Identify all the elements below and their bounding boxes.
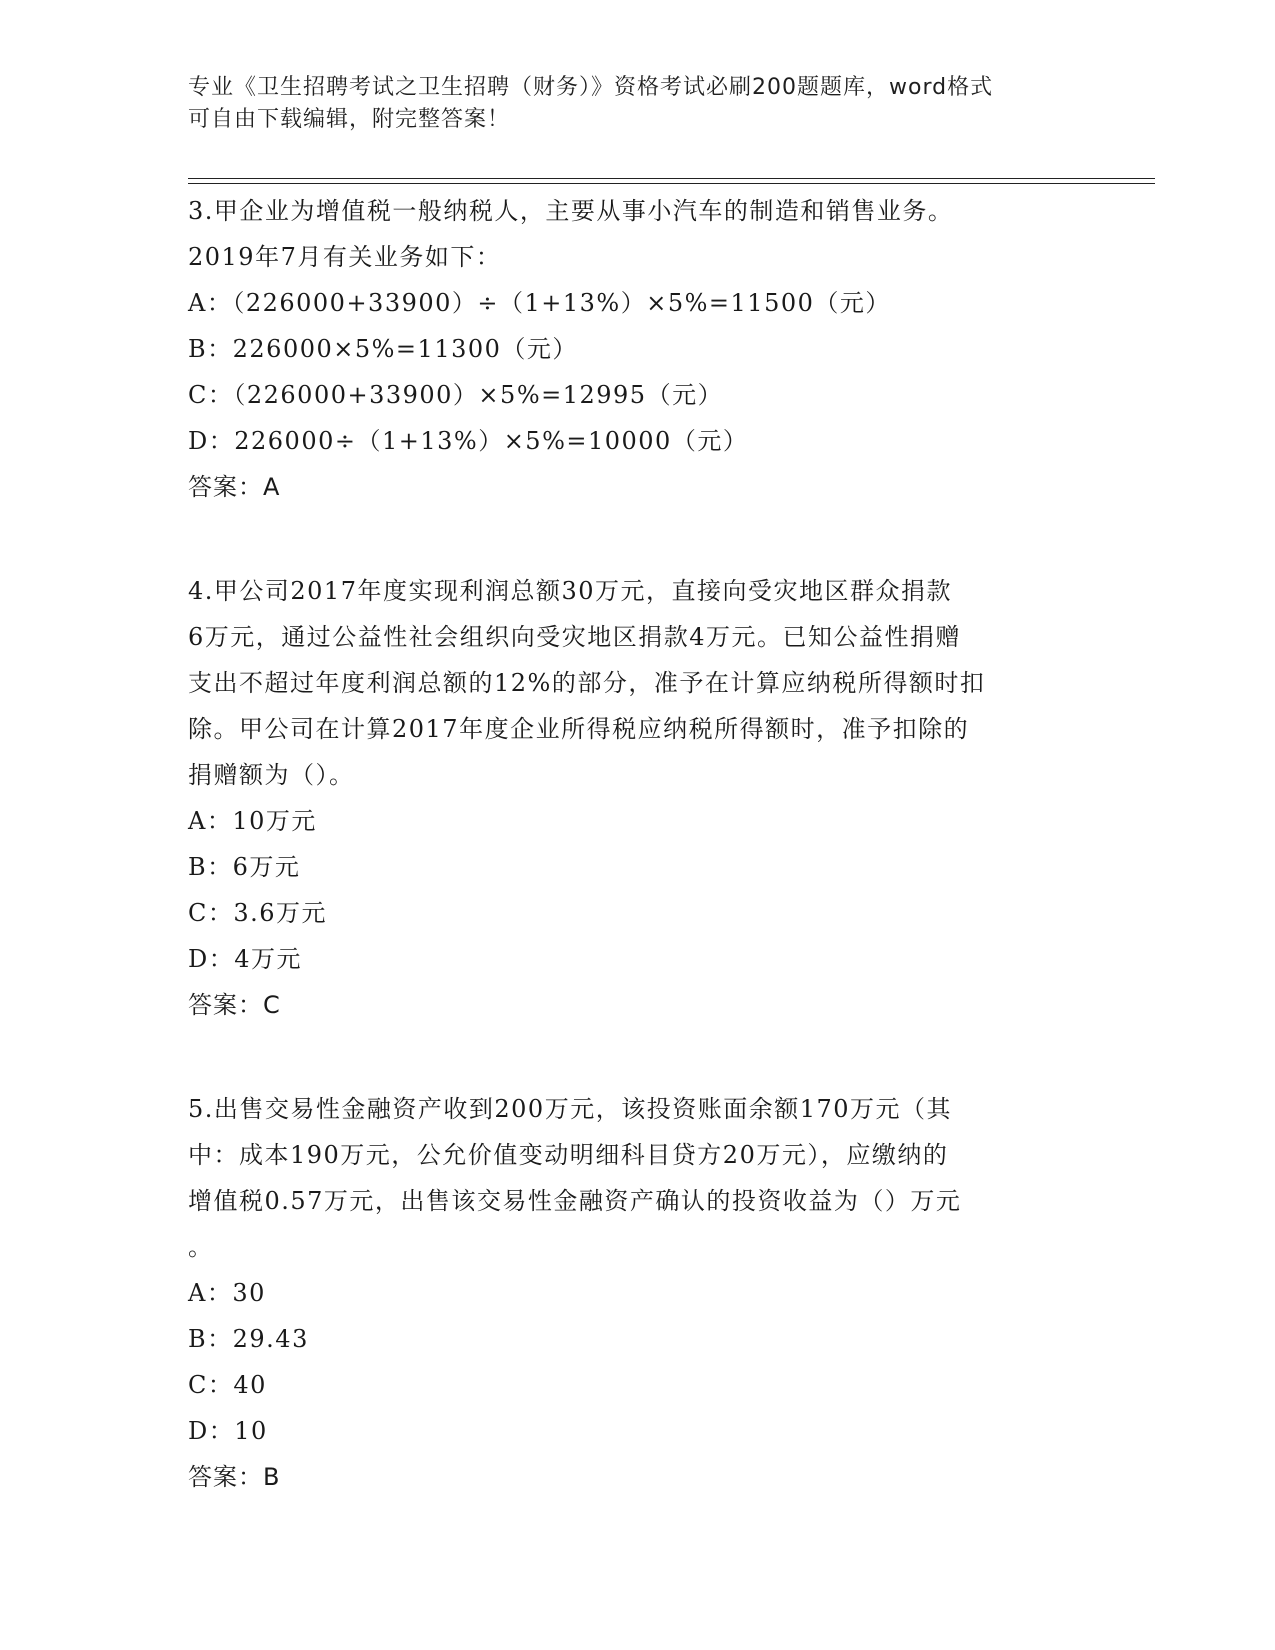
spacer xyxy=(188,510,1088,568)
question-4 xyxy=(188,568,1088,1028)
answer-label: 答案：A xyxy=(188,473,281,501)
option-c: C：（226000+33900）×5%=12995（元） xyxy=(188,381,724,409)
question-stem-line: 4.甲公司2017年度实现利润总额30万元，直接向受灾地区群众捐款 xyxy=(188,577,953,605)
question-stem-line: 增值税0.57万元，出售该交易性金融资产确认的投资收益为（）万元 xyxy=(188,1187,962,1215)
question-list xyxy=(188,188,1088,1500)
question-stem-line: 中：成本190万元，公允价值变动明细科目贷方20万元），应缴纳的 xyxy=(188,1141,949,1169)
question-stem-line: 除。甲公司在计算2017年度企业所得税应纳税所得额时，准予扣除的 xyxy=(188,715,970,743)
header-divider-top xyxy=(188,178,1155,179)
answer-label: 答案：B xyxy=(188,1463,281,1491)
question-stem-line: 捐赠额为（）。 xyxy=(188,761,355,789)
question-stem-line: 6万元，通过公益性社会组织向受灾地区捐款4万元。已知公益性捐赠 xyxy=(188,623,962,651)
option-b: B：226000×5%=11300（元） xyxy=(188,335,578,363)
header-line-1: 专业《卫生招聘考试之卫生招聘（财务）》资格考试必刷200题题库，word格式 xyxy=(188,75,994,100)
option-d: D：4万元 xyxy=(188,945,303,973)
option-c: C：40 xyxy=(188,1371,267,1399)
option-d: D：226000÷（1+13%）×5%=10000（元） xyxy=(188,427,749,455)
header-divider-bottom xyxy=(188,183,1155,184)
document-header xyxy=(188,72,1088,136)
option-c: C：3.6万元 xyxy=(188,899,328,927)
question-5 xyxy=(188,1086,1088,1500)
answer-label: 答案：C xyxy=(188,991,281,1019)
question-stem-line: 2019年7月有关业务如下： xyxy=(188,243,502,271)
option-a: A：（226000+33900）÷（1+13%）×5%=11500（元） xyxy=(188,289,891,317)
header-line-2: 可自由下载编辑，附完整答案！ xyxy=(188,107,511,132)
option-a: A：30 xyxy=(188,1279,266,1307)
question-stem-line: 3.甲企业为增值税一般纳税人，主要从事小汽车的制造和销售业务。 xyxy=(188,197,954,225)
question-stem-line: 5.出售交易性金融资产收到200万元，该投资账面余额170万元（其 xyxy=(188,1095,953,1123)
option-a: A：10万元 xyxy=(188,807,317,835)
question-stem-line: 。 xyxy=(188,1233,214,1261)
option-b: B：29.43 xyxy=(188,1325,309,1353)
question-3 xyxy=(188,188,1088,510)
question-stem-line: 支出不超过年度利润总额的12%的部分，准予在计算应纳税所得额时扣 xyxy=(188,669,986,697)
option-b: B：6万元 xyxy=(188,853,301,881)
option-d: D：10 xyxy=(188,1417,268,1445)
spacer xyxy=(188,1028,1088,1086)
